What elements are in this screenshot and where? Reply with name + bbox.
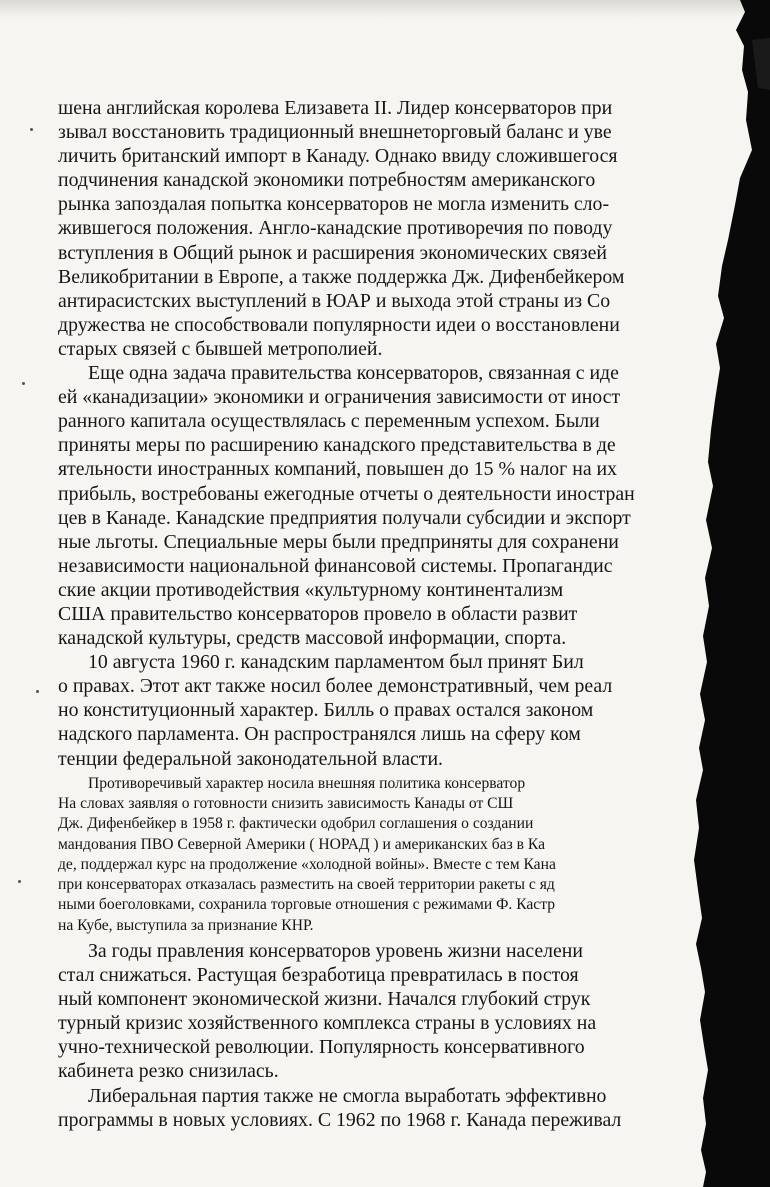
- scan-top-edge: [0, 0, 770, 18]
- text-line: жившегося положения. Англо-канадские противоречия по поводу: [58, 217, 613, 240]
- scan-speck: [22, 382, 25, 385]
- text-line: ей «канадизации» экономики и ограничения зависимости от иност: [58, 386, 621, 409]
- text-line: ный компонент экономической жизни. Начался глубокий струк: [58, 988, 591, 1011]
- text-line: За годы правления консерваторов уровень жизни населени: [88, 940, 583, 962]
- text-line: дружества не способствовали популярности идеи о восстановлени: [58, 313, 620, 336]
- text-line: зывал восстановить традиционный внешнеторговый баланс и уве: [58, 121, 612, 144]
- text-line: Великобритании в Европе, а также поддержка Дж. Дифенбейкером: [58, 265, 625, 288]
- text-line: Дж. Дифенбейкер в 1958 г. фактически одобрил соглашения о создании: [58, 815, 534, 833]
- text-line: надского парламента. Он распространялся лишь на сферу ком: [58, 723, 581, 746]
- text-line: стал снижаться. Растущая безработица превратилась в постоя: [58, 964, 579, 987]
- text-line: приняты меры по расширению канадского представительства в де: [58, 434, 616, 457]
- text-line: при консерваторах отказалась разместить на своей территории ракеты с яд: [58, 876, 555, 894]
- paragraph-2: [58, 361, 770, 650]
- text-line: Противоречивый характер носила внешняя политика консерватор: [88, 774, 526, 792]
- text-line: но конституционный характер. Билль о правах остался законом: [58, 699, 594, 722]
- small-print-paragraph: [58, 774, 770, 936]
- text-line: ранного капитала осуществлялась с переменным успехом. Были: [58, 410, 600, 433]
- paragraph-3: [58, 650, 770, 770]
- paragraph-1: [58, 96, 770, 361]
- text-line: канадской культуры, средств массовой информации, спорта.: [58, 627, 567, 650]
- text-line: учно-технической революции. Популярность консервативного: [58, 1036, 585, 1059]
- text-line: На словах заявляя о готовности снизить зависимость Канады от СШ: [58, 794, 514, 812]
- text-line: прибыль, востребованы ежегодные отчеты о деятельности иностран: [58, 482, 635, 505]
- text-line: США правительство консерваторов провело в области развит: [58, 602, 578, 625]
- text-line: рынка запоздалая попытка консерваторов не могла изменить сло-: [58, 193, 610, 216]
- text-line: ятельности иностранных компаний, повышен до 15 % налог на их: [58, 458, 618, 481]
- text-line: на Кубе, выступила за признание КНР.: [58, 916, 314, 934]
- paragraph-6: [58, 1084, 770, 1132]
- text-line: мандования ПВО Северной Америки ( НОРАД ) и американских баз в Ка: [58, 835, 546, 853]
- text-line: 10 августа 1960 г. канадским парламентом был принят Бил: [88, 651, 584, 674]
- text-line: о правах. Этот акт также носил более демонстративный, чем реал: [58, 675, 613, 698]
- text-line: Либеральная партия также не смогла выработать эффективно: [88, 1084, 607, 1107]
- text-line: тенции федеральной законодательной власти.: [58, 747, 443, 770]
- text-line: Еще одна задача правительства консерваторов, связанная с иде: [88, 362, 619, 385]
- scan-speck: [18, 880, 21, 883]
- text-line: программы в новых условиях. С 1962 по 1968 г. Канада переживал: [58, 1108, 622, 1131]
- text-line: кабинета резко снизилась.: [58, 1060, 279, 1083]
- text-line: де, поддержал курс на продолжение «холодной войны». Вместе с тем Кана: [58, 855, 556, 873]
- text-line: турный кризис хозяйственного комплекса страны в условиях на: [58, 1012, 597, 1035]
- text-line: антирасистских выступлений в ЮАР и выхода этой страны из Со: [58, 289, 611, 312]
- scan-speck: [30, 128, 33, 131]
- text-line: шена английская королева Елизавета II. Лидер консерваторов при: [58, 97, 613, 119]
- text-line: подчинения канадской экономики потребностям американского: [58, 169, 596, 192]
- text-line: вступления в Общий рынок и расширения экономических связей: [58, 241, 607, 264]
- paragraph-5: [58, 939, 770, 1084]
- text-line: старых связей с бывшей метрополией.: [58, 337, 383, 360]
- text-line: личить британский импорт в Канаду. Однако ввиду сложившегося: [58, 145, 618, 168]
- text-line: независимости национальной финансовой системы. Пропагандис: [58, 554, 613, 577]
- text-line: ные льготы. Специальные меры были предприняты для сохранени: [58, 530, 619, 553]
- scan-speck: [36, 690, 39, 693]
- text-line: ными боеголовками, сохранила торговые отношения с режимами Ф. Кастр: [58, 896, 556, 914]
- page-text: [58, 96, 770, 1132]
- text-line: ские акции противодействия «культурному континентализм: [58, 578, 564, 601]
- text-line: цев в Канаде. Канадские предприятия получали субсидии и экспорт: [58, 506, 631, 529]
